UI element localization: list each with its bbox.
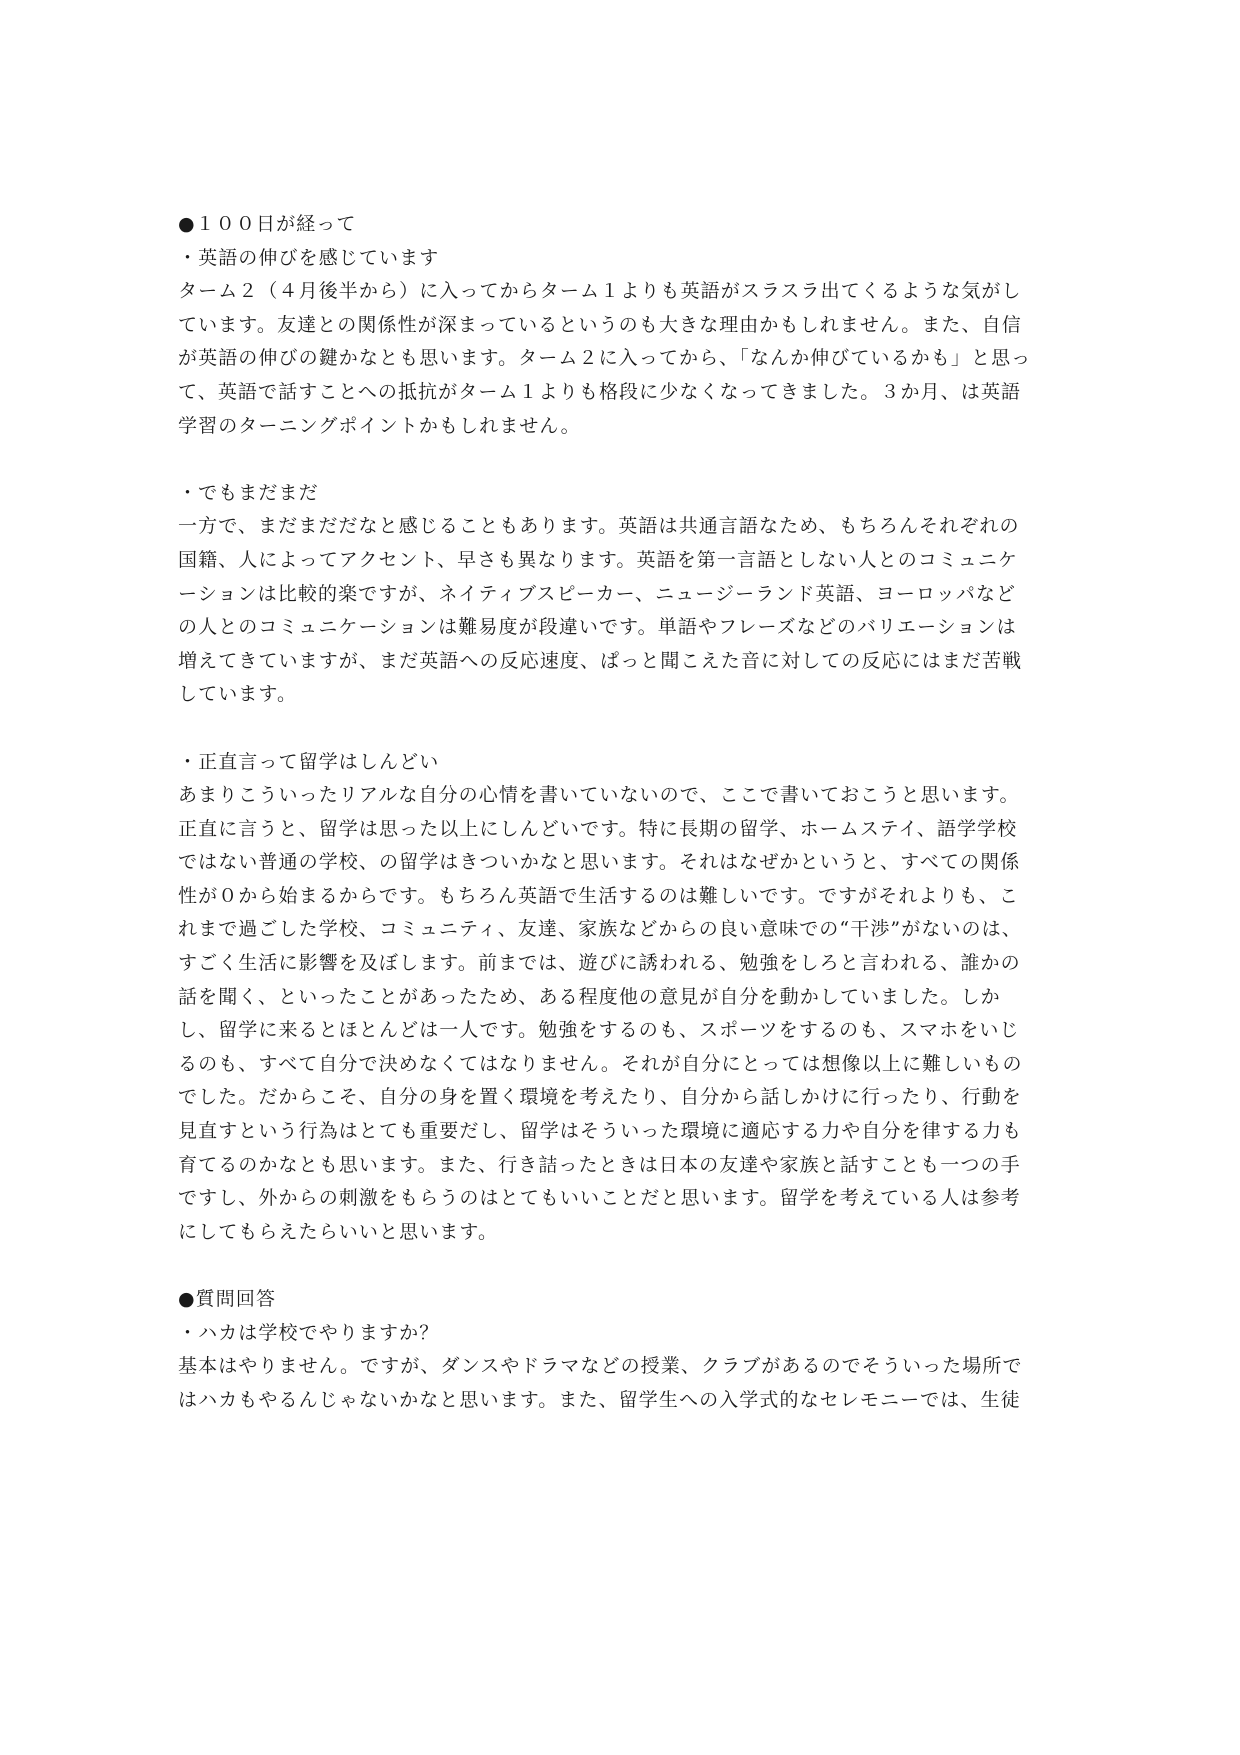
paragraph-line: し、留学に来るとほとんどは一人です。勉強をするのも、スポーツをするのも、スマホをいじ [178,1019,1020,1042]
paragraph-line: 学習のターニングポイントかもしれません。 [178,414,581,437]
paragraph-line: 話を聞く、といったことがあったため、ある程度他の意見が自分を動かしていました。しか [178,985,1001,1008]
paragraph-line: るのも、すべて自分で決めなくてはなりません。それが自分にとっては想像以上に難しいもの [178,1052,1023,1075]
subheading-still-not-enough: ・でもまだまだ [178,481,319,504]
subheading-haka-question: ・ハカは学校でやりますか？ [178,1321,440,1344]
paragraph-line: ではない普通の学校、の留学はきついかなと思います。それはなぜかというと、すべての関係 [178,851,1021,874]
section-heading-qa: ●質問回答 [178,1288,277,1310]
paragraph-line: 一方で、まだまだだなと感じることもあります。英語は共通言語なため、もちろんそれぞれの [178,515,1020,538]
subheading-honestly-tough: ・正直言って留学はしんどい [178,750,440,773]
paragraph-line: が英語の伸びの鍵かなとも思います。ターム２に入ってから、「なんか伸びているかも」と思っ [178,347,1032,370]
paragraph-line: れまで過ごした学校、コミュニティ、友達、家族などからの良い意味での“干渉”がないのは、 [178,918,1022,941]
subheading-english-growth: ・英語の伸びを感じています [178,246,440,269]
paragraph-line: すごく生活に影響を及ぼします。前までは、遊びに誘われる、勉強をしろと言われる、誰かの [178,952,1021,975]
paragraph-line: 増えてきていますが、まだ英語への反応速度、ぱっと聞こえた音に対しての反応にはまだ苦戦 [178,649,1023,672]
blank-line [178,1249,1058,1283]
paragraph-line: 基本はやりません。ですが、ダンスやドラマなどの授業、クラブがあるのでそういった場所で [178,1355,1023,1378]
document-body [178,208,1058,1417]
blank-line [178,712,1058,746]
paragraph-line: ーションは比較的楽ですが、ネイティブスピーカー、ニュージーランド英語、ヨーロッパなど [178,582,1017,605]
section-heading-100-days: ●１００日が経って [178,213,357,235]
paragraph-line: 国籍、人によってアクセント、早さも異なります。英語を第一言語としない人とのコミュニケ [178,548,1019,571]
paragraph-line: ターム２（４月後半から）に入ってからターム１よりも英語がスラスラ出てくるような気がし [178,280,1022,303]
paragraph-line: にしてもらえたらいいと思います。 [178,1220,499,1243]
paragraph-line: ですし、外からの刺激をもらうのはとてもいいことだと思います。留学を考えている人は参考 [178,1187,1021,1210]
paragraph-line: 性が０から始まるからです。もちろん英語で生活するのは難しいです。ですがそれよりも、こ [178,884,1019,907]
blank-line [178,443,1058,477]
paragraph-line: あまりこういったリアルな自分の心情を書いていないので、ここで書いておこうと思います。 [178,784,1020,807]
paragraph-line: ています。友達との関係性が深まっているというのも大きな理由かもしれません。また、自信 [178,313,1022,336]
paragraph-line: 正直に言うと、留学は思った以上にしんどいです。特に長期の留学、ホームステイ、語学学校 [178,817,1018,840]
paragraph-line: でした。だからこそ、自分の身を置く環境を考えたり、自分から話しかけに行ったり、行動を [178,1086,1022,1109]
paragraph-line: の人とのコミュニケーションは難易度が段違いです。単語やフレーズなどのバリエーションは [178,616,1017,639]
paragraph-line: て、英語で話すことへの抵抗がターム１よりも格段に少なくなってきました。３か月、は英語 [178,380,1022,403]
paragraph-line: 育てるのかなとも思います。また、行き詰ったときは日本の友達や家族と話すことも一つの手 [178,1153,1021,1176]
paragraph-line: 見直すという行為はとても重要だし、留学はそういった環境に適応する力や自分を律する力も [178,1120,1023,1143]
paragraph-line: しています。 [178,683,298,706]
paragraph-line: はハカもやるんじゃないかなと思います。また、留学生への入学式的なセレモニーでは、生徒 [178,1388,1021,1411]
